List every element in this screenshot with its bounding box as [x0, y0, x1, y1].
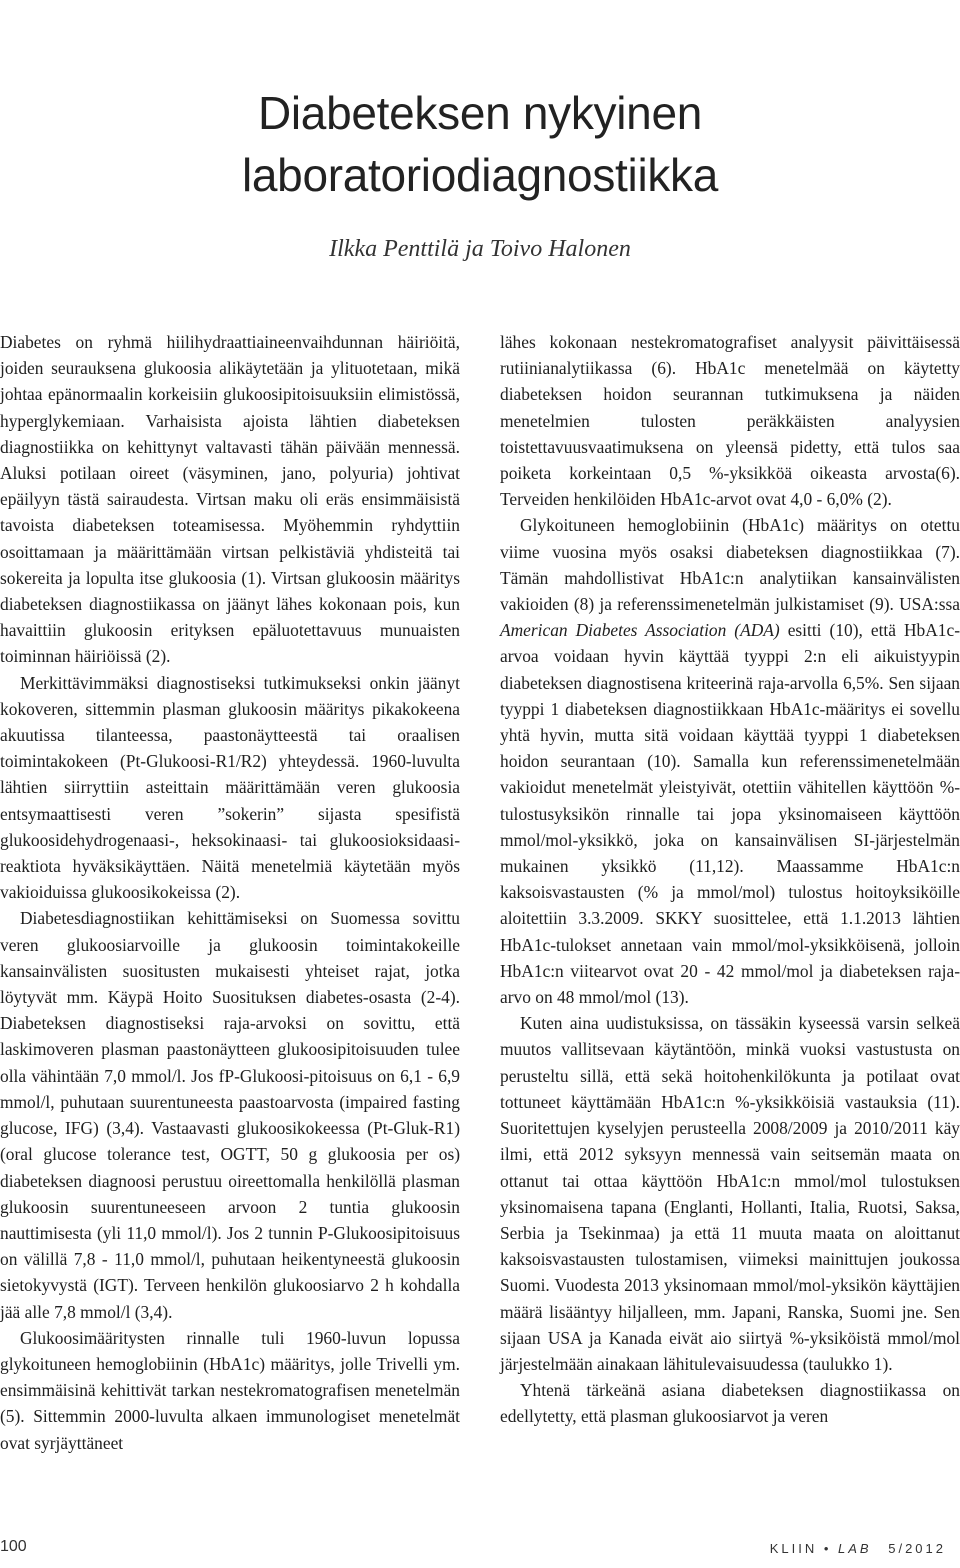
paragraph: [500, 512, 960, 1010]
article-title: [0, 82, 960, 206]
journal-name-lab: LAB: [838, 1541, 872, 1556]
title-line-1: Diabeteksen nykyinen: [257, 87, 703, 139]
article-authors: Ilkka Penttilä ja Toivo Halonen: [329, 236, 631, 262]
paragraph: Kuten aina uudistuksissa, on tässäkin kyseessä varsin selkeä muutos vallitsevaan käytäntöön, minkä vuoksi vastustusta on perusteltu sillä, että sekä hoitohenkilökunta ja potilaat ovat tottuneet käyttämään HbA1c:n %-yksikköisiä vastauksia (11). Suoritettujen kyselyjen perusteella 2008/2009 ja 2010/2011 käy ilmi, että 2012 syksyyn mennessä vain seitsemän maata on ottanut tai ottaa käyttöön HbA1c:n mmol/mol tulostuksen yksinomaisena tapana (Englanti, Hollanti, Italia, Ruotsi, Saksa, Serbia ja Tsekinmaa) ja että 11 muuta maata on aloittanut kaksoisvastausten tulostamisen, viimeksi mainittujen joukossa Suomi. Vuodesta 2013 yksinomaan mmol/mol-yksikön käyttäjien määrä lisääntyy hiljalleen, mm. Japani, Ranska, Suomi jne. Sen sijaan USA ja Kanada eivät aio siirtyä %-yksiköistä mmol/mol järjestelmään ainakaan lähitulevaisuudessa (taulukko 1).: [500, 1013, 960, 1374]
left-column: [0, 329, 460, 1456]
organization-name: American Diabetes Association (ADA): [500, 620, 780, 641]
bullet-separator: •: [823, 1541, 832, 1556]
journal-name-kliin: KLIIN: [769, 1541, 818, 1556]
paragraph: Yhtenä tärkeänä asiana diabeteksen diagnostiikassa on edellytetty, että plasman glukoosiarvot ja veren: [500, 1380, 960, 1427]
right-column: [500, 329, 960, 1430]
paragraph-text: esitti (10), että HbA1c-arvoa voidaan hyvin käyttää tyyppi 2:n eli aikuistyypin diabeteksen diagnostisena kriteerinä raja-arvolla 6,5%. Sen sijaan tyyppi 1 diabeteksen diagnostiikkaan HbA1c-määritys ei sovellu yhtä hyvin, mutta sitä voidaan käyttää tyyppi 1 diabeteksen hoidon seurantaan (10). Samalla kun referenssimenetelmään vakioidut menetelmät yleistyivät, otettiin vähitellen käyttöön %-tulostusyksikön rinnalle tai jopa yksinomaiseen käyttöön mmol/mol-yksikkö, joka on kansainvälisen SI-järjestelmän mukainen yksikkö (11,12). Maassamme HbA1c:n kaksoisvastausten (% ja mmol/mol) tulostus hoitoyksiköille aloitettiin 3.3.2009. SKKY suosittelee, että 1.1.2013 lähtien HbA1c-tulokset annetaan vain mmol/mol-yksikköisenä, jolloin HbA1c:n viitearvot ovat 20 - 42 mmol/mol ja diabeteksen raja-arvo on 48 mmol/mol (13).: [500, 620, 960, 1008]
journal-footer: [770, 1541, 946, 1556]
paragraph: Diabetes on ryhmä hiilihydraattiaineenvaihdunnan häiriöitä, joiden seurauksena glukoosia alikäytetään ja ylituotetaan, mikä johtaa epänormaalin korkeisiin glukoosipitoisuuksiin elimistössä, hyperglykemiaan. Varhaisista ajoista lähtien diabeteksen diagnostiikka on kehittynyt valtavasti tähän päivään mennessä. Aluksi potilaan oireet (väsyminen, jano, polyuria) johtivat epäilyyn tästä sairaudesta. Virtsan maku oli eräs ensimmäisistä tavoista diabeteksen toteamisessa. Myöhemmin ryhdyttiin osoittamaan ja määrittämään virtsan pelkistäviä yhdisteitä tai sokereita ja lopulta itse glukoosia (1). Virtsan glukoosin määritys diabeteksen diagnostiikassa on jäänyt lähes kokonaan pois, kun havaittiin glukoosin erityksen epäluotettavuus munuaisten toiminnan häiriöissä (2).: [0, 332, 460, 667]
paragraph: Merkittävimmäksi diagnostiseksi tutkimukseksi onkin jäänyt kokoveren, sittemmin plasman glukoosin määritys pikakokeena akuutissa tilanteessa, paastonäytteestä tai oraalisen toimintakokeen (Pt-Glukoosi-R1/R2) yhteydessä. 1960-luvulta lähtien siirryttiin asteittain määrittämään veren glukoosia entsymaattisesti veren ”sokerin” sijasta spesifistä glukoosidehydrogenaasi-, heksokinaasi- tai glukoosioksidaasi-reaktiota hyväksikäyttäen. Näitä menetelmiä käytetään myös vakioiduissa glukoosikokeissa (2).: [0, 672, 460, 903]
title-line-2: laboratoriodiagnostiikka: [241, 149, 719, 201]
paragraph: Diabetesdiagnostiikan kehittämiseksi on Suomessa sovittu veren glukoosiarvoille ja glukoosin toimintakokeille kansainvälisten suositusten mukaisesti yhteiset rajat, jotka löytyvät mm. Käypä Hoito Suosituksen diabetes-osasta (2-4). Diabeteksen diagnostiseksi raja-arvoksi on sovittu, että laskimoveren plasman paastonäytteen glukoosipitoisuuden tulee olla vähintään 7,0 mmol/l. Jos fP-Glukoosi-pitoisuus on 6,1 - 6,9 mmol/l, puhutaan suurentuneesta paastoarvosta (impaired fasting glucose, IFG) (3,4). Vastaavasti glukoosikokeessa (Pt-Gluk-R1) (oral glucose tolerance test, OGTT, 50 g glukoosia per os) diabeteksen diagnoosi perustuu oireettomalla henkilöllä plasman glukoosin suurentuneeseen arvoon 2 tuntia glukoosin nauttimisesta (yli 11,0 mmol/l). Jos 2 tunnin P-Glukoosipitoisuus on välillä 7,8 - 11,0 mmol/l, puhutaan heikentyneestä glukoosin sietokyvystä (IGT). Terveen henkilön glukoosiarvo 2 h kohdalla jää alle 7,8 mmol/l (3,4).: [0, 908, 460, 1322]
paragraph: lähes kokonaan nestekromatografiset analyysit päivittäisessä rutiinianalytiikassa (6). HbA1c menetelmää on käytetty diabeteksen hoidon seurannan tutkimuksena ja näiden menetelmien tulosten peräkkäisten analyysien toistettavuusvaatimuksena on yleensä pidetty, että tulos saa poiketa korkeintaan 0,5 %-yksikköä oikeasta arvosta(6). Terveiden henkilöiden HbA1c-arvot ovat 4,0 - 6,0% (2).: [500, 332, 960, 510]
paragraph: Glukoosimääritysten rinnalle tuli 1960-luvun lopussa glykoituneen hemoglobiinin (HbA1c) määritys, jolle Trivelli ym. ensimmäisinä kehittivät tarkan nestekromatografisen menetelmän (5). Sittemmin 2000-luvulta alkaen immunologiset menetelmät ovat syrjäyttäneet: [0, 1327, 460, 1453]
journal-issue: 5/2012: [888, 1541, 946, 1556]
page-number: 100: [0, 1538, 27, 1555]
paragraph-text: Glykoituneen hemoglobiinin (HbA1c) määritys on otettu viime vuosina myös osaksi diabeteksen diagnostiikkaa (7). Tämän mahdollistivat HbA1c:n analytiikan kansainvälisten vakioiden (8) ja referenssimenetelmän julkistamiset (9). USA:ssa: [500, 515, 960, 615]
